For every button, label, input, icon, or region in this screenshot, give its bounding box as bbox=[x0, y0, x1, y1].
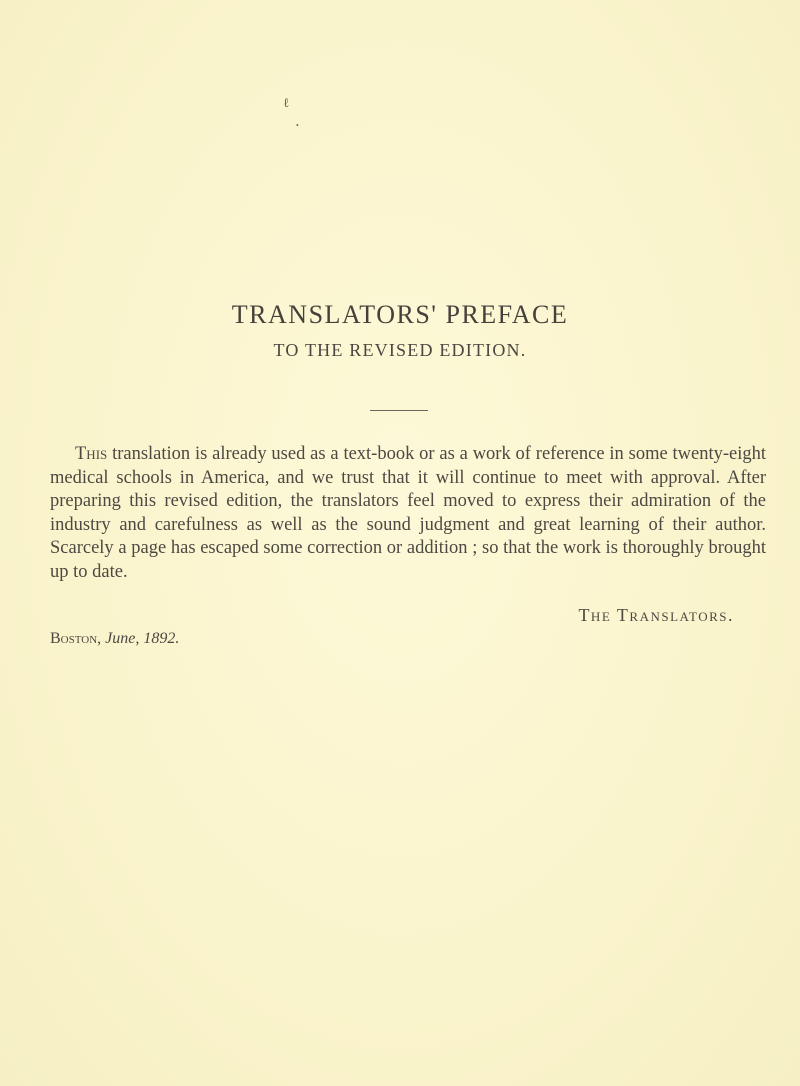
page-title: TRANSLATORS' PREFACE bbox=[231, 300, 569, 329]
paragraph-lead-word: This bbox=[75, 444, 108, 464]
preface-paragraph bbox=[50, 443, 766, 584]
paragraph-text: translation is already used as a text-book or as a work of reference in some twenty-eight medical schools in America, and we trust that it will continue to meet with approval. After preparing this revised edition, the translators feel moved to express their admiration of the industry and carefulness as well as the sound judgment and great learning of their author. Scarcely a page has escaped some correction or addition ; so that the work is thoroughly brought up to date. bbox=[50, 444, 766, 582]
signature: The Translators. bbox=[578, 605, 734, 625]
dateline-place: Boston, bbox=[50, 630, 102, 647]
dateline-date: June, 1892. bbox=[105, 630, 180, 647]
ink-speck-mark: ℓ bbox=[283, 95, 290, 110]
dateline bbox=[50, 630, 179, 648]
section-divider bbox=[370, 410, 428, 411]
ink-speck-dot: • bbox=[296, 121, 299, 130]
page-subtitle: TO THE REVISED EDITION. bbox=[273, 340, 527, 360]
